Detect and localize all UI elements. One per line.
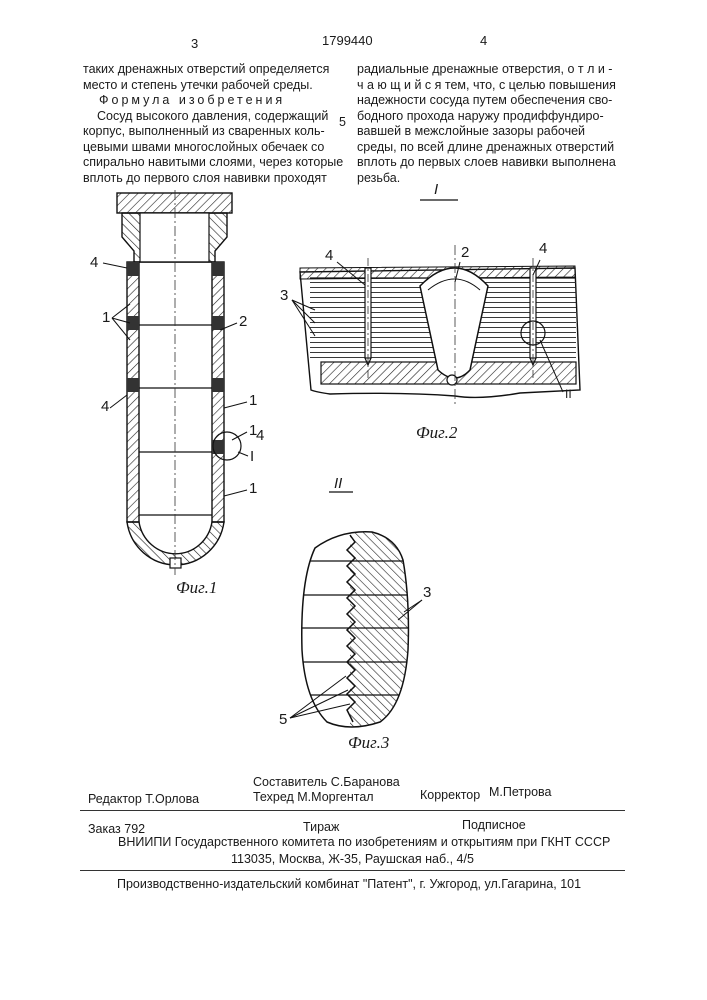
figure-2 (292, 200, 580, 405)
fig2-section-mark: I (434, 181, 439, 198)
imprint-subscription: Подписное (462, 818, 526, 832)
fig1-label-I: I (250, 448, 255, 465)
imprint-order: Заказ 792 (88, 822, 146, 836)
fig2-label-II: II (565, 387, 572, 401)
claim-line: спирально навитыми слоями, через которые (83, 155, 344, 169)
claim-line: Сосуд высокого давления, содержащий (97, 108, 329, 123)
imprint-corrector-name: М.Петрова (489, 785, 552, 799)
fig2-label-4b: 4 (539, 240, 548, 257)
fig2-label-4: 4 (325, 247, 334, 264)
imprint-org-line1: ВНИИПИ Государственного комитета по изобретениям и открытиям при ГКНТ СССР (118, 835, 611, 849)
fig1-label-1: 1 (102, 309, 111, 326)
fig3-section-mark: II (334, 475, 343, 492)
text-line: таких дренажных отверстий определяется (83, 62, 330, 76)
line-number: 5 (339, 115, 346, 129)
fig1-label-4: 4 (90, 254, 99, 271)
text-line: ч а ю щ и й с я тем, что, с целью повышения (357, 77, 616, 92)
text-line: радиальные дренажные отверстия, о т л и - (357, 62, 613, 76)
fig2-caption: Фиг.2 (416, 423, 458, 442)
text-line: вплоть до первых слоев навивки выполнена (357, 155, 616, 169)
text-line: вавшей в межслойные зазоры рабочей (357, 124, 586, 138)
fig1-label-1b: 1 (249, 392, 258, 409)
imprint-corrector: Корректор (420, 788, 481, 802)
imprint-editor: Редактор Т.Орлова (88, 792, 200, 806)
fig1-label-2: 2 (239, 313, 248, 330)
imprint-compiler: Составитель С.Баранова (253, 775, 400, 789)
imprint-techred: Техред М.Моргентал (253, 790, 374, 804)
figure-3 (290, 492, 422, 730)
divider-bottom (80, 870, 625, 871)
imprint-org-line2: 113035, Москва, Ж-35, Раушская наб., 4/5 (231, 852, 474, 866)
fig2-label-3: 3 (280, 287, 289, 304)
imprint-circulation: Тираж (303, 820, 340, 834)
fig1-label-4b: 4 (101, 398, 110, 415)
claim-line: цевыми швами многослойных обечаек со (83, 139, 325, 154)
text-line: среды, по всей длине дренажных отверстий (357, 139, 615, 154)
formula-heading: Формула изобретения (99, 93, 286, 107)
page-number-left: 3 (191, 36, 199, 51)
fig2-label-2: 2 (461, 244, 470, 261)
fig1-label-1c: 1 (249, 422, 258, 439)
fig1-caption: Фиг.1 (176, 578, 218, 597)
text-line: бодного прохода наружу продиффундиро- (357, 108, 604, 123)
figure-1 (103, 190, 248, 575)
fig3-label-3: 3 (423, 584, 432, 601)
claim-line: вплоть до первого слоя навивки проходят (83, 170, 327, 185)
fig3-caption: Фиг.3 (348, 733, 390, 752)
text-line: место и степень утечки рабочей среды. (83, 77, 313, 92)
fig1-label-4c: 4 (256, 427, 265, 444)
page-number-right: 4 (480, 33, 488, 48)
text-line: резьба. (357, 170, 401, 185)
fig3-label-5: 5 (279, 711, 288, 728)
divider-top (80, 810, 625, 811)
fig1-label-1d: 1 (249, 480, 258, 497)
patent-number: 1799440 (322, 33, 373, 48)
imprint-publisher: Производственно-издательский комбинат "Патент", г. Ужгород, ул.Гагарина, 101 (117, 877, 582, 891)
claim-line: корпус, выполненный из сваренных коль- (83, 124, 325, 138)
text-line: надежности сосуда путем обеспечения сво- (357, 93, 613, 107)
